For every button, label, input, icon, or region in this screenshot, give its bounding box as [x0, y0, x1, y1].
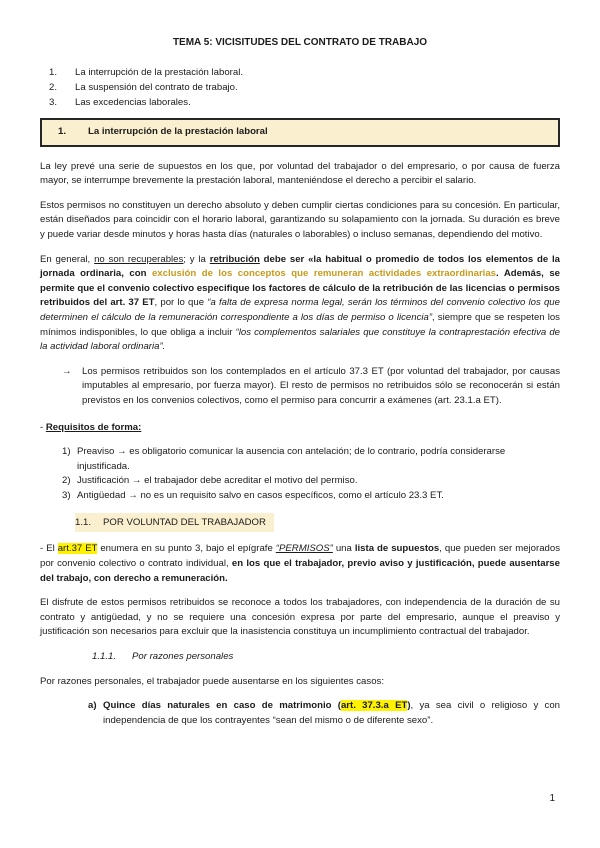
text-run: y la	[185, 253, 210, 265]
list-item-number: 3)	[62, 489, 71, 501]
arrow-note-text: Los permisos retribuidos son los contemplados en el artículo 37.3 ET (por voluntad del trabajador, por causas imputables al empresario, por fuerza mayor). El resto de permisos no retribuidos sólo se reconocerán si están previstos en los convenios colectivos, como el permiso para concurrir a exámenes (art. 23.1.a ET).	[82, 365, 560, 406]
text-run: -	[40, 421, 46, 433]
list-item-text: Preaviso → es obligatorio comunicar la ausencia con antelación; de lo contrario, podría considerarse injustificada.	[77, 446, 506, 472]
toc-item	[40, 65, 560, 80]
section-title: La interrupción de la prestación laboral	[88, 125, 268, 137]
toc-item-label: La suspensión del contrato de trabajo.	[75, 81, 238, 93]
toc-item	[40, 80, 560, 95]
text-run: art. 37.3.a ET	[340, 700, 408, 712]
subsection-heading-1-1-1	[92, 650, 560, 665]
text-run: , siempre que se respeten los mínimos indisponibles, lo que obliga a incluir	[40, 311, 560, 338]
list-item-number: 1)	[62, 446, 71, 458]
text-run: “los complementos salariales que constituye la contraprestación efectiva de la actividad laboral ordinaria”.	[40, 326, 560, 353]
list-item	[62, 474, 560, 489]
text-run: Quince días naturales en caso de matrimonio (	[103, 700, 341, 712]
document-title: TEMA 5: VICISITUDES DEL CONTRATO DE TRABAJO	[172, 37, 428, 48]
paragraph-intro: La ley prevé una serie de supuestos en los que, por voluntad del trabajador o del empresario, o por causa de fuerza mayor, se interrumpe brevemente la prestación laboral, manteniéndose el derecho a percibir el salario.	[40, 160, 560, 187]
paragraph-retribucion	[40, 253, 560, 355]
toc-item-number: 2.	[49, 81, 58, 93]
toc-item-label: Las excedencias laborales.	[75, 96, 191, 108]
paragraph-cases-intro: Por razones personales, el trabajador puede ausentarse en los siguientes casos:	[40, 675, 384, 687]
list-item-text: Antigüedad → no es un requisito salvo en casos específicos, como el artículo 23.3 ET.	[77, 489, 444, 501]
text-run: lista de supuestos	[354, 543, 440, 555]
text-run: en los que el trabajador, previo aviso y justificación, puede ausentarse del trabajo, con derecho a remuneración.	[40, 558, 560, 584]
list-item	[62, 445, 560, 474]
text-run: retribución	[209, 253, 260, 265]
text-run: Requisitos de forma:	[45, 421, 142, 433]
text-run: “a falta de expresa norma legal, serán los términos del convenio colectivo los que determinen el cálculo de la remuneración correspondiente a los días de permiso o licencia”	[40, 297, 560, 323]
arrow-icon: →	[62, 365, 72, 377]
list-item	[62, 489, 560, 504]
toc-item-number: 1.	[49, 66, 58, 78]
text-run: enumera en su punto 3, bajo el epígrafe	[97, 543, 276, 555]
list-item-text: Justificación → el trabajador debe acreditar el motivo del permiso.	[77, 475, 358, 487]
text-run: , por lo que	[154, 297, 208, 309]
section-number: 1.	[58, 125, 67, 137]
case-item-text	[103, 699, 560, 728]
text-run: , ya sea civil o religioso y con independencia de que los contrayentes “sean del mismo o de diferente sexo”.	[103, 700, 560, 726]
text-run: “PERMISOS”	[275, 543, 333, 555]
text-run: exclusión de los conceptos que remuneran actividades extraordinarias	[151, 268, 497, 280]
toc-item	[40, 95, 560, 110]
toc-list	[40, 65, 560, 110]
paragraph-conditions: Estos permisos no constituyen un derecho absoluto y deben cumplir ciertas condiciones para su concesión. En particular, están diseñados para coincidir con el horario laboral, garantizando su solapamiento con la jornada. Su duración es breve y puede variar desde minutos y horas hasta días (naturales o laborables) o incluso semanas, dependiendo del motivo.	[40, 199, 560, 240]
text-run: debe ser «la habitual o promedio de todos los elementos de la jornada ordinaria, con	[40, 253, 560, 280]
requisitos-list	[40, 445, 560, 503]
case-item-marker: a)	[88, 700, 97, 712]
subsection-label: Por razones personales	[132, 651, 234, 663]
text-run: una	[332, 543, 355, 555]
subsection-number: 1.1.1.	[92, 651, 117, 663]
text-run: . Además, se permite que el convenio colectivo especifique los factores de cálculo de la retribución de las licencias o permisos retribuidos del art. 37 ET	[40, 268, 561, 309]
subsection-number: 1.1.	[75, 517, 92, 529]
section-heading-box	[40, 118, 560, 147]
text-run: art.37 ET	[57, 543, 98, 555]
subsection-label: POR VOLUNTAD DEL TRABAJADOR	[103, 517, 266, 529]
requisitos-heading	[40, 421, 560, 436]
arrow-note	[62, 365, 560, 421]
toc-item-label: La interrupción de la prestación laboral.	[75, 66, 243, 78]
list-item-number: 2)	[62, 475, 71, 487]
page-number: 1	[549, 793, 555, 804]
text-run: )	[407, 700, 411, 712]
text-run: En general,	[40, 253, 95, 265]
subsection-heading-1-1	[75, 513, 560, 532]
toc-item-number: 3.	[49, 96, 58, 108]
text-run: - El	[40, 543, 58, 555]
text-run: no son recuperables;	[94, 253, 186, 265]
case-item-a	[88, 699, 560, 728]
paragraph-art37	[40, 542, 560, 586]
subsection-highlight	[75, 513, 274, 532]
paragraph-disfrute: El disfrute de estos permisos retribuidos se reconoce a todos los trabajadores, con independencia de la duración de su contrato y antigüedad, y no se requiere una concesión expresa por parte del empresario, aunque el preaviso y justificación son necesarios para excluir que la inasistencia constituya un incumplimiento contractual del trabajador.	[40, 597, 560, 638]
text-run: , que pueden ser mejorados por convenio colectivo o contrato individual,	[40, 543, 561, 570]
